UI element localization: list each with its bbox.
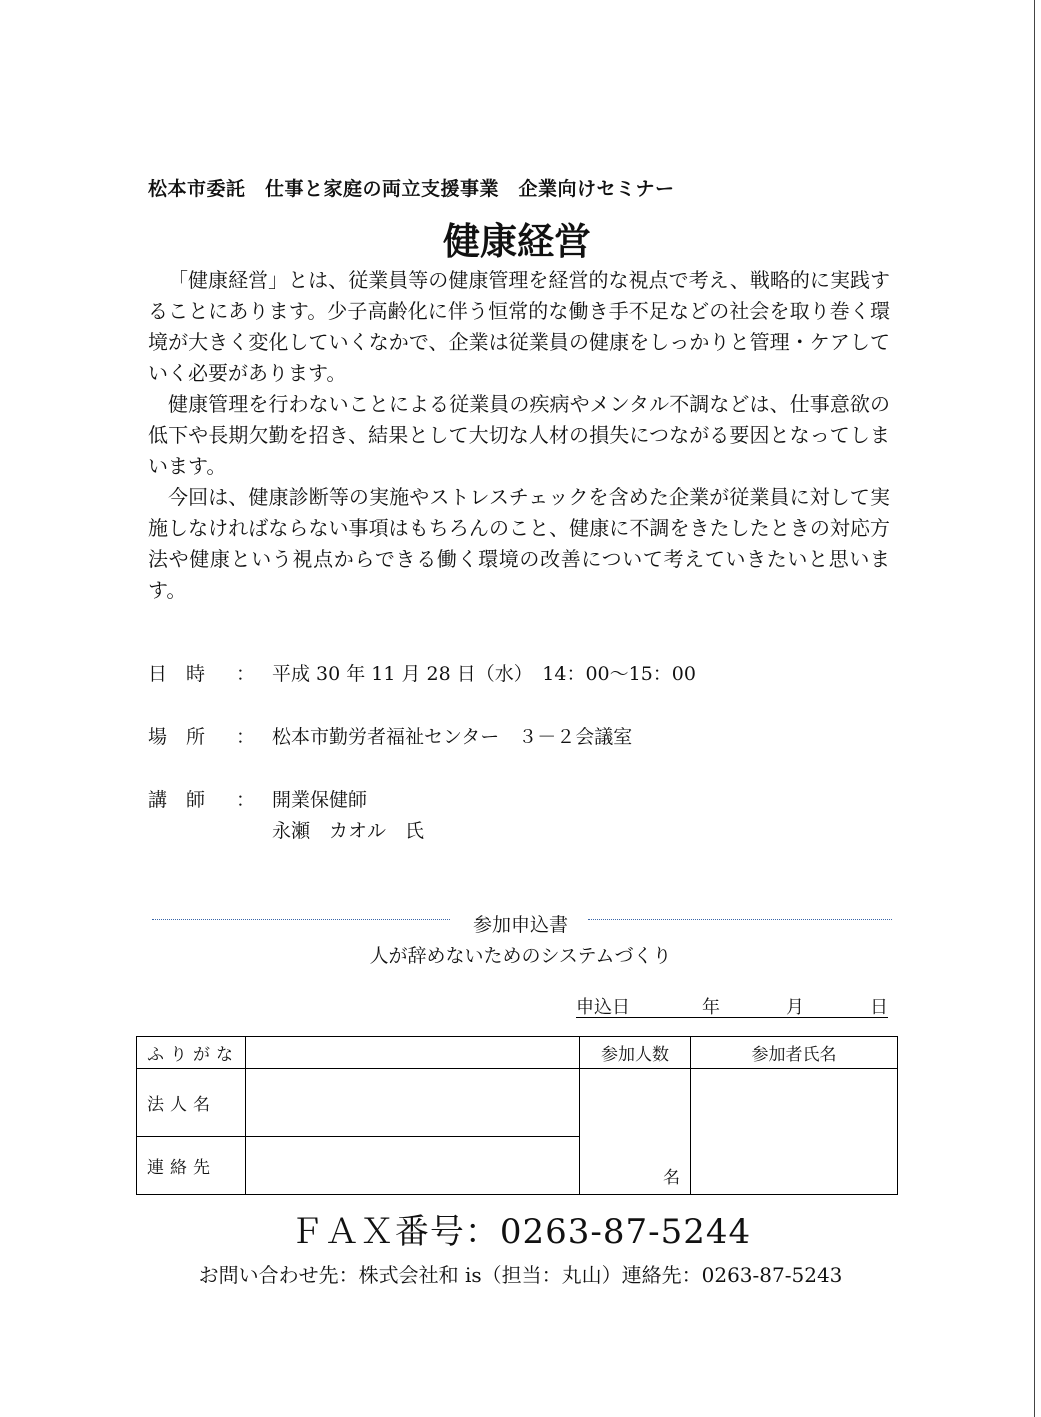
application-date [576, 991, 888, 1018]
place-colon: ： [236, 726, 256, 748]
place-label: 場 所 [148, 726, 206, 748]
furigana-field[interactable] [246, 1037, 580, 1069]
participants-count-field[interactable] [580, 1069, 691, 1195]
seminar-title: 健康経営 [443, 220, 591, 263]
lecturer-label: 講 師 [148, 789, 206, 811]
paragraph-1: 「健康経営」とは、従業員等の健康管理を経営的な視点で考え、戦略的に実践することにあります。少子高齢化に伴う恒常的な働き手不足などの社会を取り巻く環境が大きく変化していくなかで、企業は従業員の健康をしっかりと管理・ケアしていく必要があります。 [148, 268, 890, 385]
contact-field[interactable] [246, 1137, 580, 1195]
paragraph-2: 健康管理を行わないことによる従業員の疾病やメンタル不調などは、仕事意欲の低下や長期欠勤を招き、結果として大切な人材の損失につながる要因となってしまいます。 [148, 392, 890, 478]
count-unit: 名 [663, 1168, 680, 1188]
fax-number: ＦＡＸ番号：0263-87-5244 [289, 1212, 752, 1252]
description [148, 265, 890, 606]
seminar-header: 松本市委託 仕事と家庭の両立支援事業 企業向けセミナー [148, 178, 675, 200]
inquiry-contact: お問い合わせ先：株式会社和 is（担当：丸山）連絡先：0263-87-5243 [198, 1263, 843, 1287]
company-label: 法人名 [137, 1069, 246, 1137]
contact-label: 連絡先 [137, 1137, 246, 1195]
datetime-colon: ： [236, 663, 256, 685]
month-label: 月 [786, 997, 804, 1018]
application-form [136, 1036, 898, 1195]
lecturer-title: 開業保健師 [272, 789, 368, 811]
participants-names-field[interactable] [691, 1069, 898, 1195]
participants-names-label: 参加者氏名 [691, 1037, 898, 1069]
date-label: 申込日 [576, 997, 630, 1018]
participants-count-label: 参加人数 [580, 1037, 691, 1069]
form-subheading: 人が辞めないためのシステムづくり [369, 945, 672, 967]
place-value: 松本市勤労者福祉センター ３－２会議室 [272, 726, 633, 748]
furigana-label: ふりがな [137, 1037, 246, 1069]
day-label: 日 [870, 997, 888, 1018]
form-heading: 参加申込書 [472, 914, 568, 936]
year-label: 年 [702, 997, 720, 1018]
lecturer-name: 永瀬 カオル 氏 [272, 820, 425, 842]
company-field[interactable] [246, 1069, 580, 1137]
lecturer-colon: ： [236, 789, 256, 811]
datetime-value: 平成 30 年 11 月 28 日（水） 14：00〜15：00 [272, 663, 696, 685]
datetime-label: 日 時 [148, 663, 206, 685]
paragraph-3: 今回は、健康診断等の実施やストレスチェックを含めた企業が従業員に対して実施しなければならない事項はもちろんのこと、健康に不調をきたしたときの対応方法や健康という視点からできる働く環境の改善について考えていきたいと思います。 [148, 485, 890, 602]
